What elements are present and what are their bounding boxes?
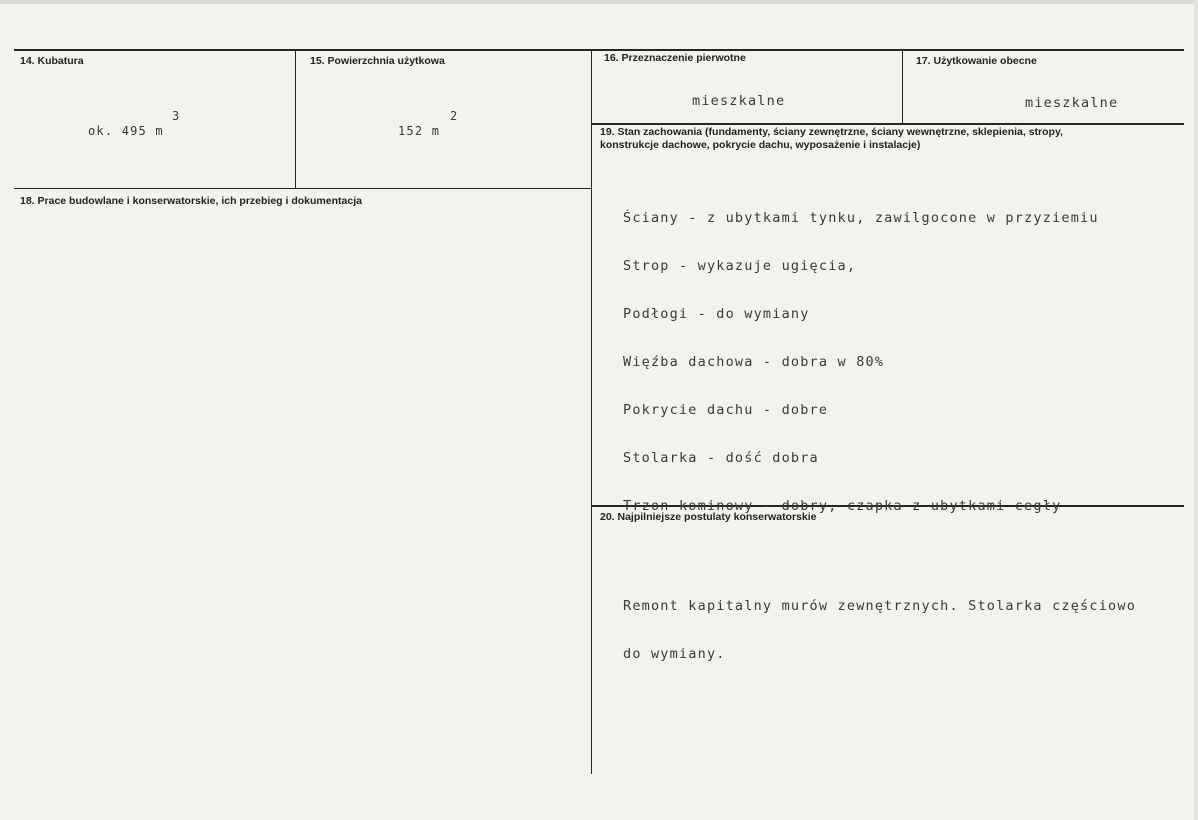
field-14-label: 14. Kubatura — [20, 55, 84, 67]
field-19-line: Stolarka - dość dobra — [623, 450, 819, 466]
main-vertical-divider — [591, 50, 592, 774]
field-15-superscript: 2 — [450, 109, 459, 123]
field-19-line: Pokrycie dachu - dobre — [623, 402, 829, 418]
field-19-line: Ściany - z ubytkami tynku, zawilgocone w przyziemiu — [623, 210, 1099, 226]
field-18-label: 18. Prace budowlane i konserwatorskie, ich przebieg i dokumentacja — [20, 195, 362, 207]
field-19-line: Strop - wykazuje ugięcia, — [623, 258, 857, 274]
rule-under-16-17 — [591, 123, 1184, 125]
field-17-value: mieszkalne — [1025, 95, 1119, 111]
field-19-line: Podłogi - do wymiany — [623, 306, 810, 322]
field-15-label: 15. Powierzchnia użytkowa — [310, 55, 445, 67]
top-rule — [14, 49, 1184, 51]
field-14-superscript: 3 — [172, 109, 181, 123]
field-16-label: 16. Przeznaczenie pierwotne — [604, 52, 746, 64]
field-19-text — [623, 178, 1099, 546]
field-20-line: Remont kapitalny murów zewnętrznych. Stolarka częściowo — [623, 598, 1137, 614]
divider-14-15 — [295, 50, 296, 188]
card-top-edge — [0, 0, 1198, 4]
field-14-value: ok. 495 m — [88, 124, 164, 138]
divider-16-17 — [902, 50, 903, 124]
field-19-label: 19. Stan zachowania (fundamenty, ściany zewnętrzne, ściany wewnętrzne, sklepienia, stropy, konstrukcje dachowe, pokrycie dachu, wyposażenie i instalacje) — [600, 126, 1063, 151]
field-20-text — [623, 566, 1136, 694]
field-19-line: Trzon kominowy - dobry, czapka z ubytkami cegły — [623, 498, 1062, 514]
field-19-line: Więźba dachowa - dobra w 80% — [623, 354, 885, 370]
rule-under-14-15 — [14, 188, 591, 189]
field-20-label: 20. Najpilniejsze postulaty konserwatorskie — [600, 511, 817, 523]
field-17-label: 17. Użytkowanie obecne — [916, 55, 1037, 67]
field-15-value: 152 m — [398, 124, 441, 138]
field-20-line: do wymiany. — [623, 646, 726, 662]
card-right-edge — [1194, 0, 1198, 820]
field-16-value: mieszkalne — [692, 93, 786, 109]
